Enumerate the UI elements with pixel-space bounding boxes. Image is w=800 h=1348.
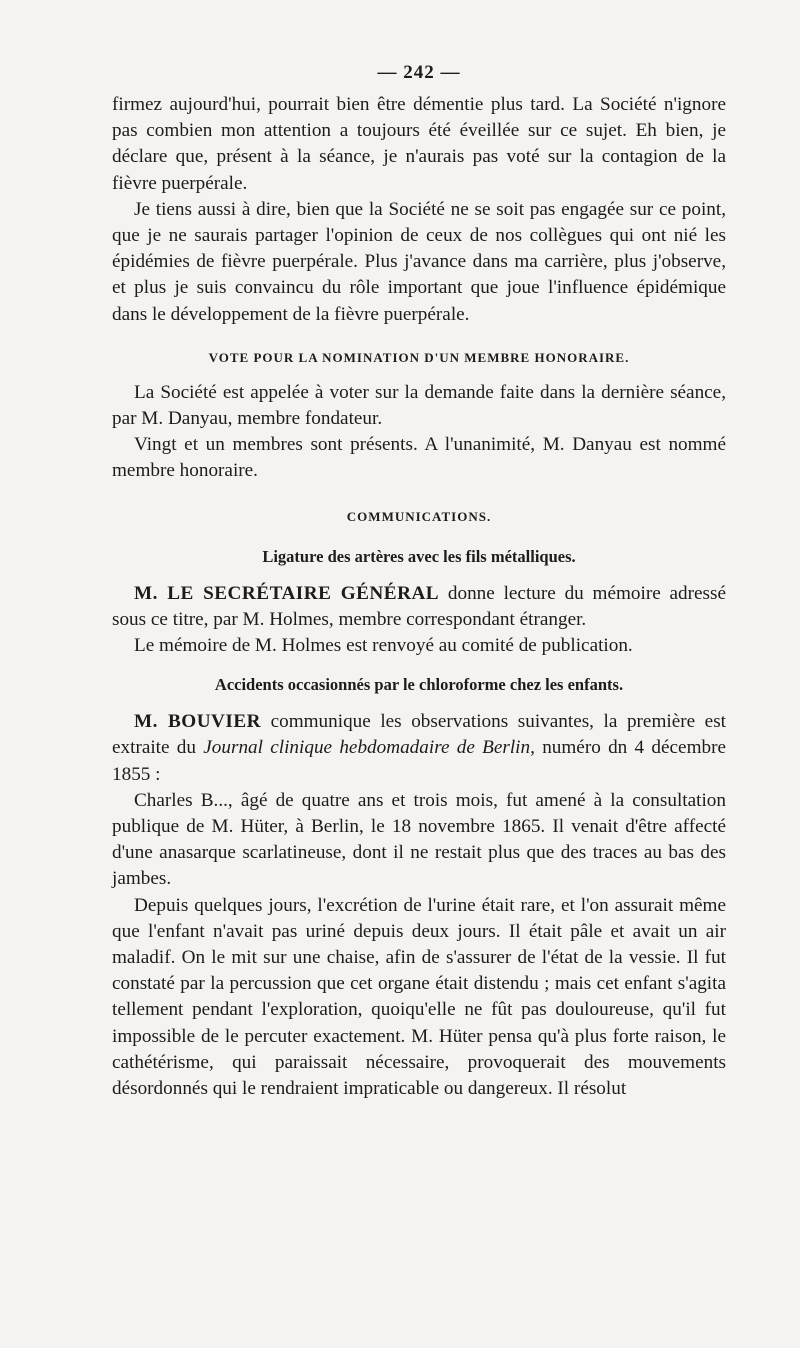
paragraph: Depuis quelques jours, l'excrétion de l'urine était rare, et l'on assurait même que l'enfant n'avait pas uriné depuis deux jours. Il était pâle et avait un air maladif. On le mit sur une chaise, afin de s'assurer de l'état de la vessie. Il fut constaté par la percussion que cet organe était distendu ; mais cet enfant s'agita tellement pendant l'exploration, quoiqu'elle ne fût pas douloureuse, qu'il fut impossible de le percuter exactement. M. Hüter pensa qu'à plus forte raison, le cathétérisme, qui paraissait nécessaire, provoquerait des mouvements désordonnés qui le rendraient impraticable ou dangereux. Il résolut xyxy=(112,894,726,1100)
section-heading-vote: VOTE POUR LA NOMINATION D'UN MEMBRE HONORAIRE. xyxy=(208,349,630,365)
paragraph: Je tiens aussi à dire, bien que la Société ne se soit pas engagée sur ce point, que je ne saurais partager l'opinion de ceux de nos collègues qui ont nié les épidémies de fièvre puerpérale. Plus j'avance dans ma carrière, plus j'observe, et plus je suis convaincu du rôle important que joue l'influence épidémique dans le développement de la fièvre puerpérale. xyxy=(112,198,726,325)
paragraph: La Société est appelée à voter sur la demande faite dans la dernière séance, par M. Danyau, membre fondateur. xyxy=(112,381,726,430)
speaker-name: M. BOUVIER xyxy=(134,711,262,733)
journal-title: Journal clinique hebdomadaire de Berlin, xyxy=(203,737,535,759)
paragraph-text: numéro dn 4 décembre 1855 : xyxy=(112,737,726,785)
paragraph-text: communique les observations suivantes, la première est extraite du xyxy=(112,711,726,759)
paragraph xyxy=(112,581,726,633)
paragraph: firmez aujourd'hui, pourrait bien être démentie plus tard. La Société n'ignore pas combien mon attention a toujours été éveillée sur ce sujet. Eh bien, je déclare que, présent à la séance, je n'aurais pas voté sur la contagion de la fièvre puerpérale. xyxy=(112,94,726,194)
paragraph: Vingt et un membres sont présents. A l'unanimité, M. Danyau est nommé membre honoraire. xyxy=(112,434,726,482)
speaker-name: M. LE SECRÉTAIRE GÉNÉRAL xyxy=(134,582,440,604)
subsection-title-accidents: Accidents occasionnés par le chloroforme chez les enfants. xyxy=(214,675,624,695)
paragraph xyxy=(112,709,726,788)
document-page xyxy=(112,62,726,1102)
page-number: — 242 — xyxy=(377,62,461,83)
paragraph: Le mémoire de M. Holmes est renvoyé au comité de publication. xyxy=(134,635,633,657)
section-heading-communications: COMMUNICATIONS. xyxy=(346,508,492,524)
subsection-title-ligature: Ligature des artères avec les fils métalliques. xyxy=(262,546,576,566)
paragraph: Charles B..., âgé de quatre ans et trois mois, fut amené à la consultation publique de M. Hüter, à Berlin, le 18 novembre 1865. Il venait d'être affecté d'une anasarque scarlatineuse, dont il ne restait plus que des traces au bas des jambes. xyxy=(112,789,726,890)
paragraph-text: donne lecture du mémoire adressé sous ce titre, par M. Holmes, membre correspondant étranger. xyxy=(112,582,726,630)
